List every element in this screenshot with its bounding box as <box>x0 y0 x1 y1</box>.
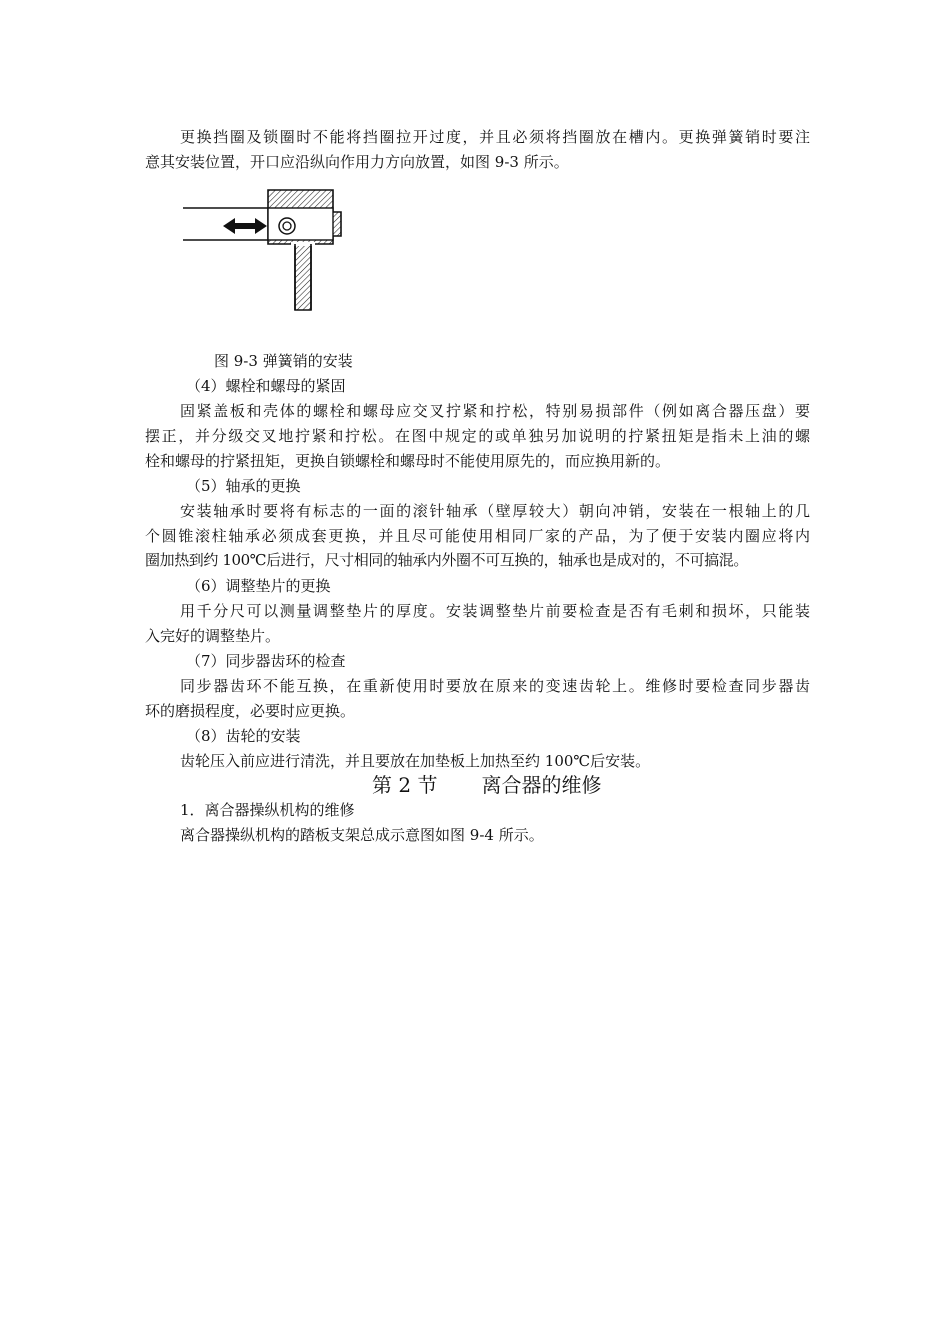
chapter-name: 离合器的维修 <box>481 773 602 797</box>
section-heading: （7）同步器齿环的检查 <box>186 652 346 670</box>
paragraph-line: 同步器齿环不能互换，在重新使用时要放在原来的变速齿轮上。维修时要检查同步器齿 <box>180 677 810 695</box>
section-heading: （5）轴承的更换 <box>186 477 301 495</box>
section-heading: （6）调整垫片的更换 <box>186 577 331 595</box>
paragraph-line: 更换挡圈及锁圈时不能将挡圈拉开过度，并且必须将挡圈放在槽内。更换弹簧销时要注 <box>180 128 810 146</box>
paragraph-line: 离合器操纵机构的踏板支架总成示意图如图 9-4 所示。 <box>180 826 544 844</box>
chapter-number: 第 2 节 <box>372 773 438 797</box>
paragraph-line: 栓和螺母的拧紧扭矩，更换自锁螺栓和螺母时不能使用原先的，而应换用新的。 <box>145 452 671 470</box>
section-heading: （8）齿轮的安装 <box>186 727 301 745</box>
paragraph-line: 入完好的调整垫片。 <box>145 627 281 645</box>
figure-caption: 图 9-3 弹簧销的安装 <box>214 352 353 370</box>
subsection-heading: 1．离合器操纵机构的维修 <box>180 801 355 819</box>
paragraph-line: 齿轮压入前应进行清洗，并且要放在加垫板上加热至约 100℃后安装。 <box>180 752 651 770</box>
chapter-title <box>372 772 601 798</box>
paragraph-line: 用千分尺可以测量调整垫片的厚度。安装调整垫片前要检查是否有毛刺和损坏，只能装 <box>180 602 810 620</box>
section-heading: （4）螺栓和螺母的紧固 <box>186 377 346 395</box>
paragraph-line: 固紧盖板和壳体的螺栓和螺母应交叉拧紧和拧松，特别易损部件（例如离合器压盘）要 <box>180 402 810 420</box>
paragraph-line: 圈加热到约 100℃后进行，尺寸相同的轴承内外圈不可互换的，轴承也是成对的，不可搞混。 <box>145 551 748 569</box>
paragraph-line: 个圆锥滚柱轴承必须成套更换，并且尽可能使用相同厂家的产品，为了便于安装内圈应将内 <box>145 527 810 545</box>
paragraph-line: 环的磨损程度，必要时应更换。 <box>145 702 356 720</box>
paragraph-line: 意其安装位置，开口应沿纵向作用力方向放置，如图 9-3 所示。 <box>145 153 569 171</box>
spring-pin-diagram <box>183 186 353 316</box>
paragraph-line: 安装轴承时要将有标志的一面的滚针轴承（壁厚较大）朝向冲销，安装在一根轴上的几 <box>180 502 810 520</box>
paragraph-line: 摆正，并分级交叉地拧紧和拧松。在图中规定的或单独另加说明的拧紧扭矩是指未上油的螺 <box>145 427 810 445</box>
